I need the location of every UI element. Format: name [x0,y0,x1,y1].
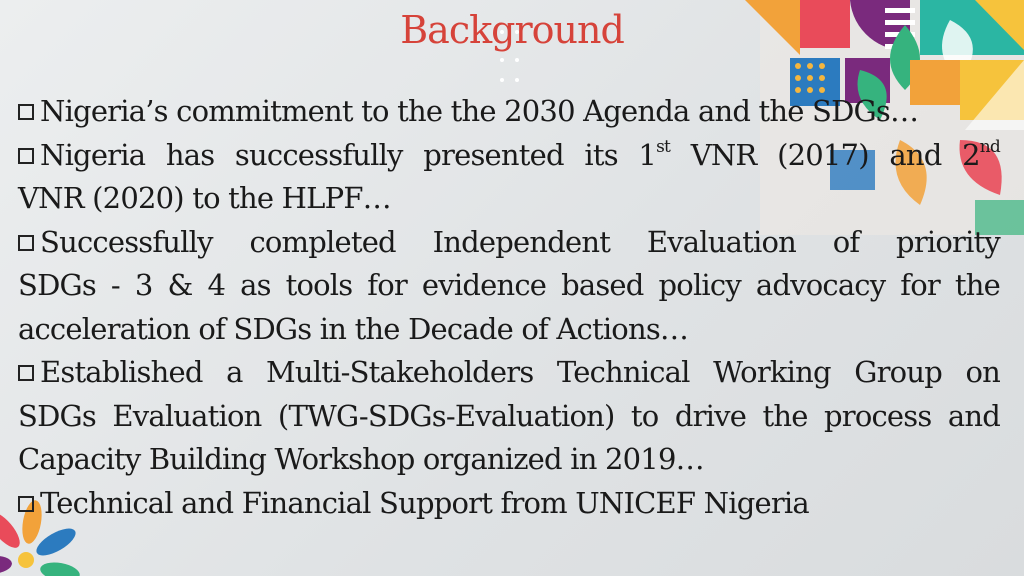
slide-title: Background [400,8,624,52]
bullet-item [18,90,1000,134]
bullet-continuation [18,438,1000,482]
bullet-text: SDGs - 3 & 4 as tools for evidence based policy advocacy for the [18,268,1000,302]
bullet-text: VNR (2020) to the HLPF… [18,181,391,215]
bullet-item [18,351,1000,395]
superscript: st [656,136,671,157]
bullet-text: VNR (2017) and 2 [670,137,980,172]
checkbox-bullet-icon [18,365,34,381]
bullet-continuation [18,308,1000,352]
superscript: nd [979,136,1000,157]
bullet-text: Nigeria has successfully presented its 1 [40,137,657,172]
bullet-continuation [18,395,1000,439]
bullet-continuation [18,264,1000,308]
bullet-text: Capacity Building Workshop organized in 2019… [18,442,704,476]
bullet-text: Established a Multi-Stakeholders Technical Working Group on [40,355,1000,389]
bullet-continuation [18,177,1000,221]
checkbox-bullet-icon [18,496,34,512]
checkbox-bullet-icon [18,148,34,164]
bullet-text: Nigeria’s commitment to the the 2030 Agenda and the SDGs… [40,94,919,128]
bullet-text: Successfully completed Independent Evaluation of priority [40,224,1000,259]
bullet-text: Technical and Financial Support from UNICEF Nigeria [40,485,809,520]
bullet-text: SDGs Evaluation (TWG-SDGs-Evaluation) to drive the process and [18,398,1000,433]
bullet-list [18,90,1000,525]
bullet-text: acceleration of SDGs in the Decade of Actions… [18,311,689,346]
bullet-item [18,221,1000,265]
bullet-item [18,482,1000,526]
checkbox-bullet-icon [18,104,34,120]
checkbox-bullet-icon [18,235,34,251]
bullet-item [18,134,1000,178]
